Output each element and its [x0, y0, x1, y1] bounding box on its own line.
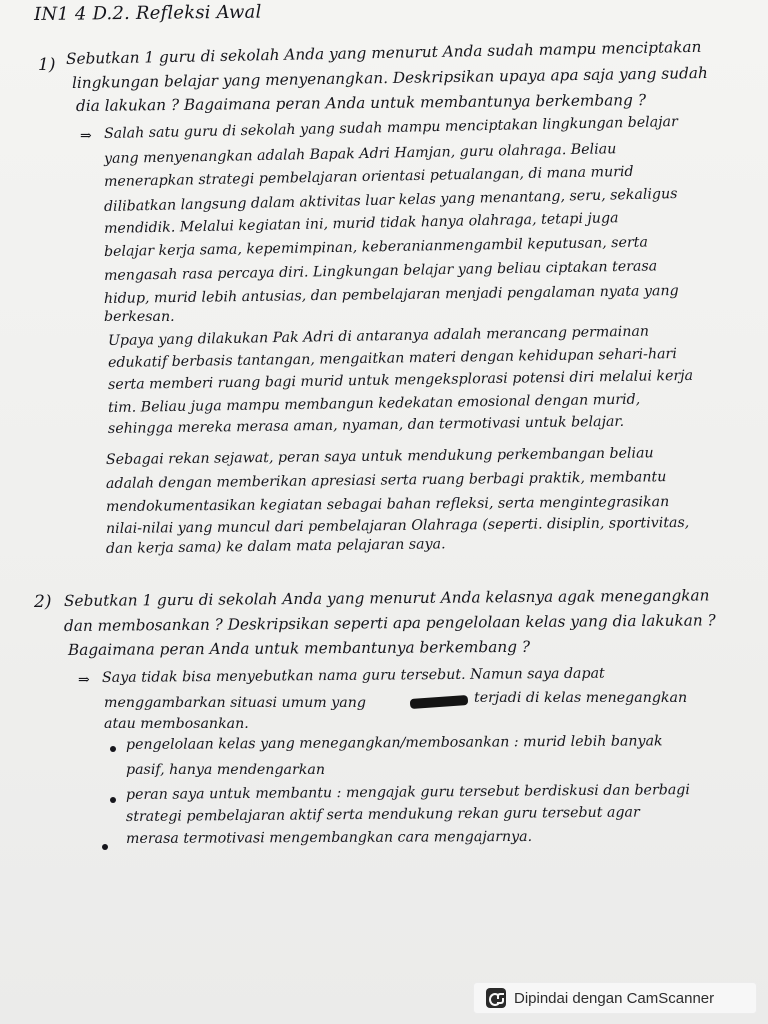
answer-1-line: belajar kerja sama, kepemimpinan, keberanianmengambil keputusan, serta [103, 234, 648, 260]
answer-1-line: serta memberi ruang bagi murid untuk mengeksplorasi potensi diri melalui kerja [107, 367, 694, 393]
answer-1-line: yang menyenangkan adalah Bapak Adri Hamjan, guru olahraga. Beliau [103, 141, 617, 167]
answer-1-line: Upaya yang dilakukan Pak Adri di antaranya adalah merancang permainan [107, 323, 650, 349]
bullet-icon [102, 844, 108, 850]
answer-1-line: mendokumentasikan kegiatan sebagai bahan refleksi, serta mengintegrasikan [105, 494, 670, 515]
answer-2-line: Saya tidak bisa menyebutkan nama guru tersebut. Namun saya dapat [101, 665, 605, 686]
bullet-1-line: pasif, hanya mendengarkan [126, 762, 325, 778]
redaction-mark [410, 695, 469, 709]
answer-1-line: dilibatkan langsung dalam aktivitas luar kelas yang menantang, seru, sekaligus [103, 185, 678, 215]
answer-1-line: mendidik. Melalui kegiatan ini, murid tidak hanya olahraga, tetapi juga [103, 210, 619, 237]
question-2-line: Bagaimana peran Anda untuk membantunya berkembang ? [67, 637, 531, 659]
question-2-number: 2) [34, 592, 52, 612]
question-1-line: dia lakukan ? Bagaimana peran Anda untuk membantunya berkembang ? [75, 91, 647, 115]
answer-1-arrow-icon: ⇒ [80, 128, 92, 144]
question-2-line: dan membosankan ? Deskripsikan seperti apa pengelolaan kelas yang dia lakukan ? [63, 611, 716, 635]
answer-2-line: atau membosankan. [104, 716, 249, 732]
answer-1-line: adalah dengan memberikan apresiasi serta ruang berbagi praktik, membantu [105, 469, 667, 492]
question-1-line: lingkungan belajar yang menyenangkan. Deskripsikan upaya apa saja yang sudah [71, 64, 708, 92]
page-title: IN1 4 D.2. Refleksi Awal [34, 1, 262, 25]
answer-1-line: mengasah rasa percaya diri. Lingkungan belajar yang beliau ciptakan terasa [103, 258, 658, 284]
bullet-icon [110, 797, 116, 803]
scanner-watermark [474, 983, 756, 1013]
answer-2-arrow-icon: ⇒ [78, 672, 90, 688]
bullet-2-line: merasa termotivasi mengembangkan cara mengajarnya. [125, 828, 533, 847]
answer-1-line: dan kerja sama) ke dalam mata pelajaran saya. [105, 536, 446, 557]
answer-2-line: terjadi di kelas menegangkan [474, 690, 688, 706]
question-1-line: Sebutkan 1 guru di sekolah Anda yang menurut Anda sudah mampu menciptakan [65, 37, 702, 68]
answer-1-line: berkesan. [104, 309, 175, 325]
bullet-2-line: peran saya untuk membantu : mengajak guru tersebut berdiskusi dan berbagi [125, 782, 690, 803]
question-1-number: 1) [38, 55, 56, 75]
answer-2-line: menggambarkan situasi umum yang [104, 695, 366, 711]
answer-1-line: hidup, murid lebih antusias, dan pembelajaran menjadi pengalaman nyata yang [103, 282, 679, 307]
answer-1-line: Sebagai rekan sejawat, peran saya untuk mendukung perkembangan beliau [105, 445, 654, 468]
answer-1-line: menerapkan strategi pembelajaran orientasi petualangan, di mana murid [103, 163, 634, 190]
bullet-1-line: pengelolaan kelas yang menegangkan/membosankan : murid lebih banyak [125, 733, 663, 753]
answer-1-line: edukatif berbasis tantangan, mengaitkan materi dengan kehidupan sehari-hari [107, 346, 677, 371]
bullet-2-line: strategi pembelajaran aktif serta mendukung rekan guru tersebut agar [125, 804, 640, 825]
answer-1-line: tim. Beliau juga mampu membangun kedekatan emosional dengan murid, [107, 391, 641, 416]
bullet-icon [110, 746, 116, 752]
answer-1-line: sehingga mereka merasa aman, nyaman, dan termotivasi untuk belajar. [107, 413, 625, 437]
camscanner-logo-icon [486, 988, 506, 1008]
answer-1-line: nilai-nilai yang muncul dari pembelajaran Olahraga (seperti. disiplin, sportivitas, [105, 514, 690, 537]
watermark-text: Dipindai dengan CamScanner [514, 989, 715, 1007]
question-2-line: Sebutkan 1 guru di sekolah Anda yang menurut Anda kelasnya agak menegangkan [63, 586, 710, 610]
answer-1-line: Salah satu guru di sekolah yang sudah mampu menciptakan lingkungan belajar [103, 113, 678, 142]
